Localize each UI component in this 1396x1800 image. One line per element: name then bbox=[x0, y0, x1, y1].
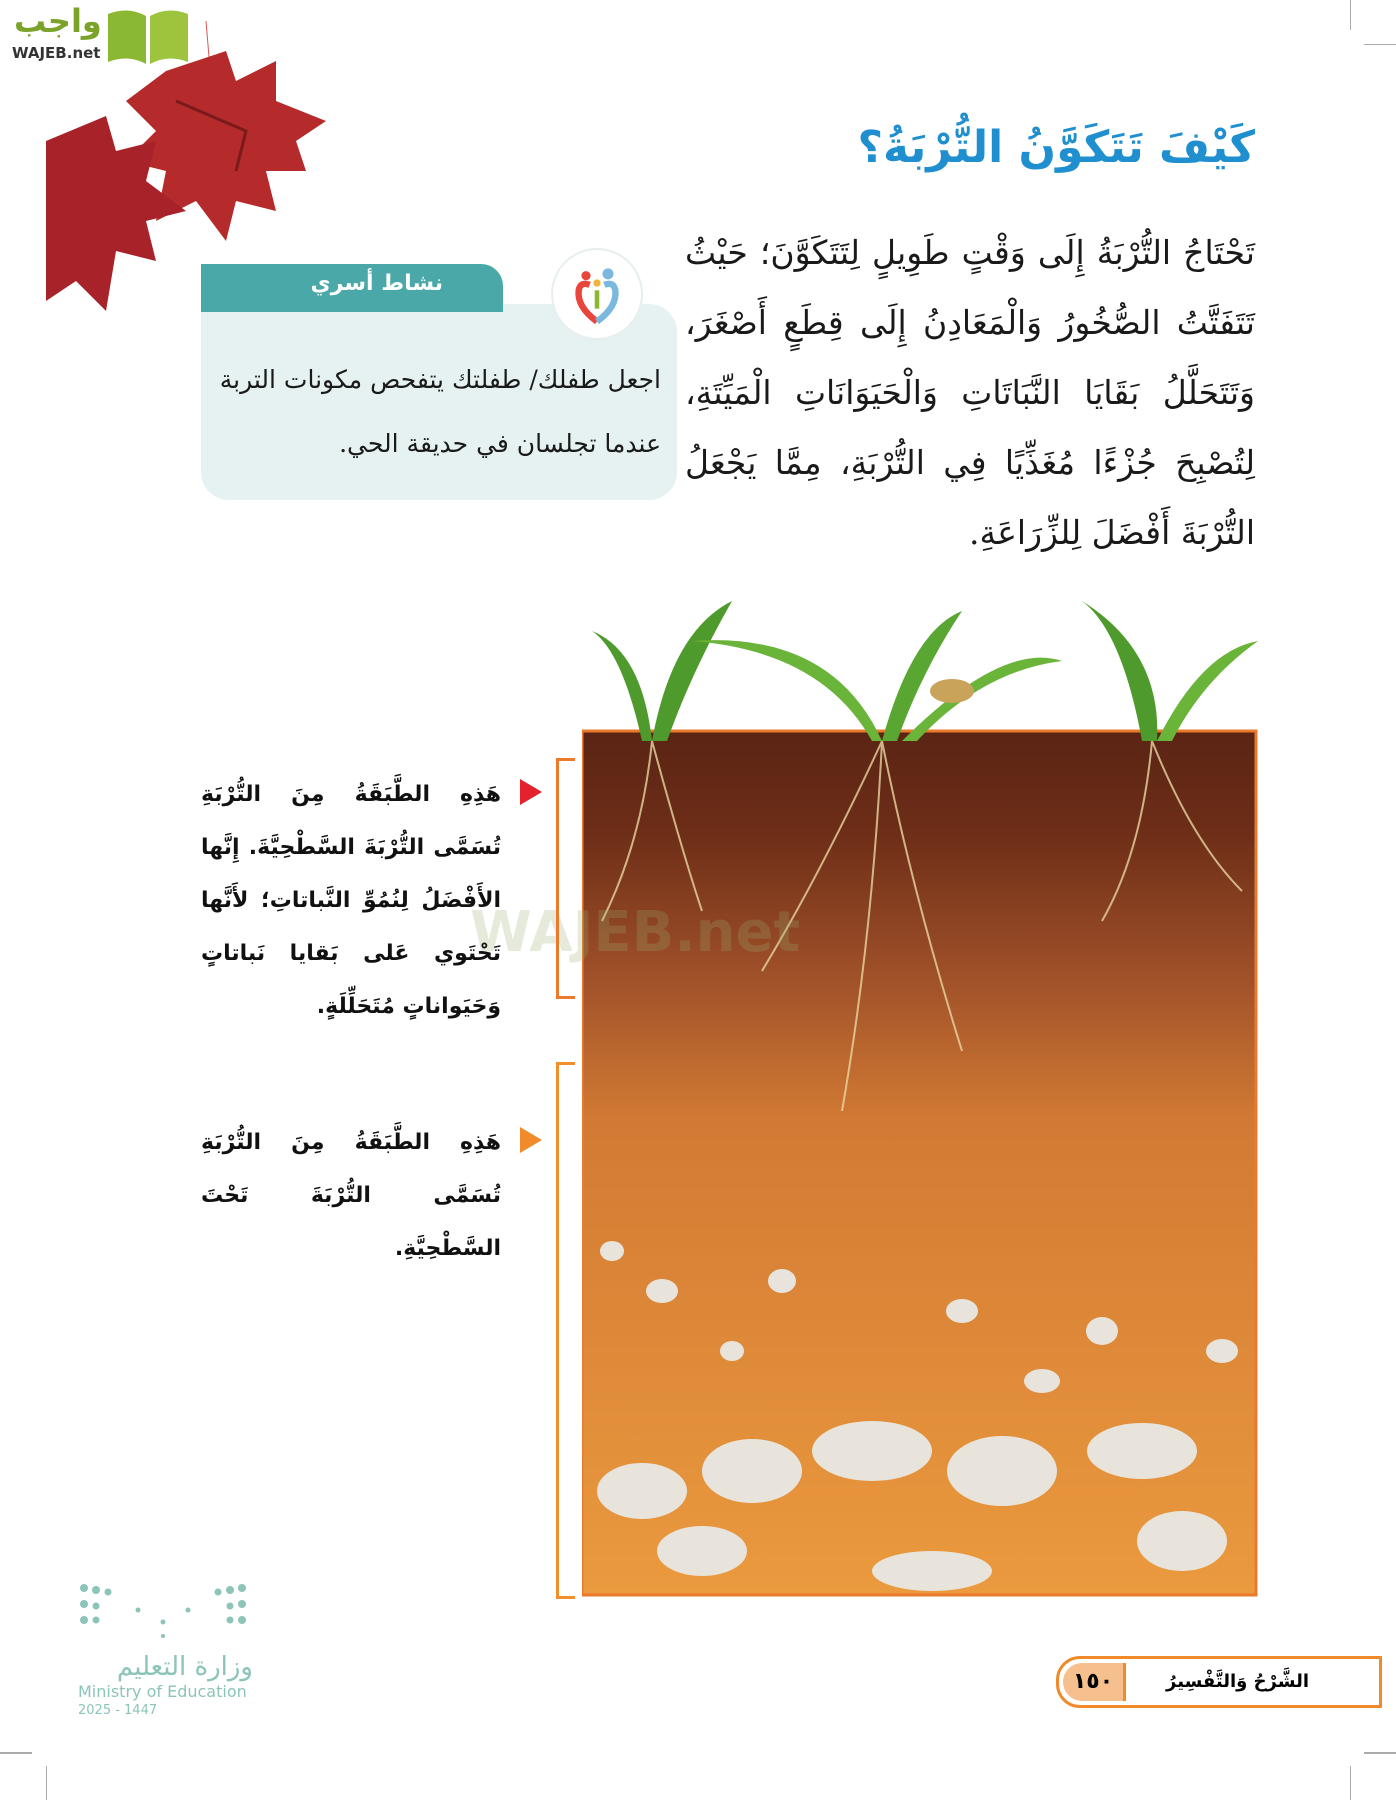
watermark-overlay: WAJEB.net bbox=[470, 900, 801, 965]
subsoil-bracket bbox=[556, 1062, 575, 1599]
crop-mark bbox=[0, 1752, 32, 1754]
subsoil-arrow-icon bbox=[520, 1127, 542, 1153]
family-activity-title: نشاط أسري bbox=[310, 271, 443, 296]
page-footer-tag bbox=[1056, 1656, 1382, 1708]
crop-mark bbox=[1364, 44, 1396, 45]
wajeb-logo-latin: WAJEB.net bbox=[12, 44, 101, 62]
subsoil-label: هَذِهِ الطَّبَقَةُ مِنَ التُّرْبَةِ تُسَمَّى التُّرْبَةَ تَحْتَ السَّطْحِيَّةِ. bbox=[201, 1130, 501, 1261]
ministry-dots-icon bbox=[78, 1582, 248, 1642]
topsoil-arrow-icon bbox=[520, 779, 542, 805]
family-activity-header bbox=[201, 264, 503, 312]
section-paragraph: تَحْتَاجُ التُّرْبَةُ إِلَى وَقْتٍ طَوِيلٍ لِتَتَكَوَّنَ؛ حَيْثُ تَتَفَتَّتُ الصُّخُورُ وَالْمَعَادِنُ إِلَى قِطَعٍ أَصْغَرَ، وَتَتَحَلَّلُ بَقَايَا النَّبَاتَاتِ وَالْحَيَوَانَاتِ الْمَيِّتَةِ، لِتُصْبِحَ جُزْءًا مُغَذِّيًا فِي التُّرْبَةِ، مِمَّا يَجْعَلُ التُّرْبَةَ أَفْضَلَ لِلزِّرَاعَةِ. bbox=[685, 233, 1255, 552]
family-activity-text: اجعل طفلك/ طفلتك يتفحص مكونات التربة عندما تجلسان في حديقة الحي. bbox=[219, 365, 661, 458]
page-number: ١٥٠ bbox=[1063, 1663, 1126, 1701]
crop-mark bbox=[46, 1766, 47, 1800]
wajeb-logo-arabic: واجب bbox=[14, 2, 102, 40]
section-label: الشَّرْحُ وَالتَّفْسِيرُ bbox=[1166, 1671, 1309, 1692]
plants bbox=[592, 601, 1258, 741]
crop-mark bbox=[1350, 1766, 1351, 1800]
family-heart-icon bbox=[551, 248, 643, 340]
ministry-year: 2025 - 1447 bbox=[78, 1703, 158, 1718]
ministry-english-name: Ministry of Education bbox=[78, 1682, 247, 1701]
soil-layers-illustration bbox=[582, 591, 1258, 1597]
ministry-of-education-logo bbox=[78, 1582, 253, 1718]
topsoil-label: هَذِهِ الطَّبَقَةُ مِنَ التُّرْبَةِ تُسَمَّى التُّرْبَةَ السَّطْحِيَّةَ. إِنَّها الأَفْضَلُ لِنُمُوِّ النَّباتاتِ؛ لأَنَّها تَحْتَوي عَلى بَقايا نَباتاتٍ وَحَيَواناتٍ مُتَحَلِّلَةٍ. bbox=[201, 782, 501, 1019]
section-title: كَيْفَ تَتَكَوَّنُ التُّرْبَةُ؟ bbox=[857, 122, 1255, 173]
crop-mark bbox=[1350, 0, 1351, 30]
topsoil-bracket bbox=[556, 758, 575, 999]
ministry-arabic-name: وزارة التعليم bbox=[116, 1652, 253, 1682]
crop-mark bbox=[1364, 1752, 1396, 1754]
